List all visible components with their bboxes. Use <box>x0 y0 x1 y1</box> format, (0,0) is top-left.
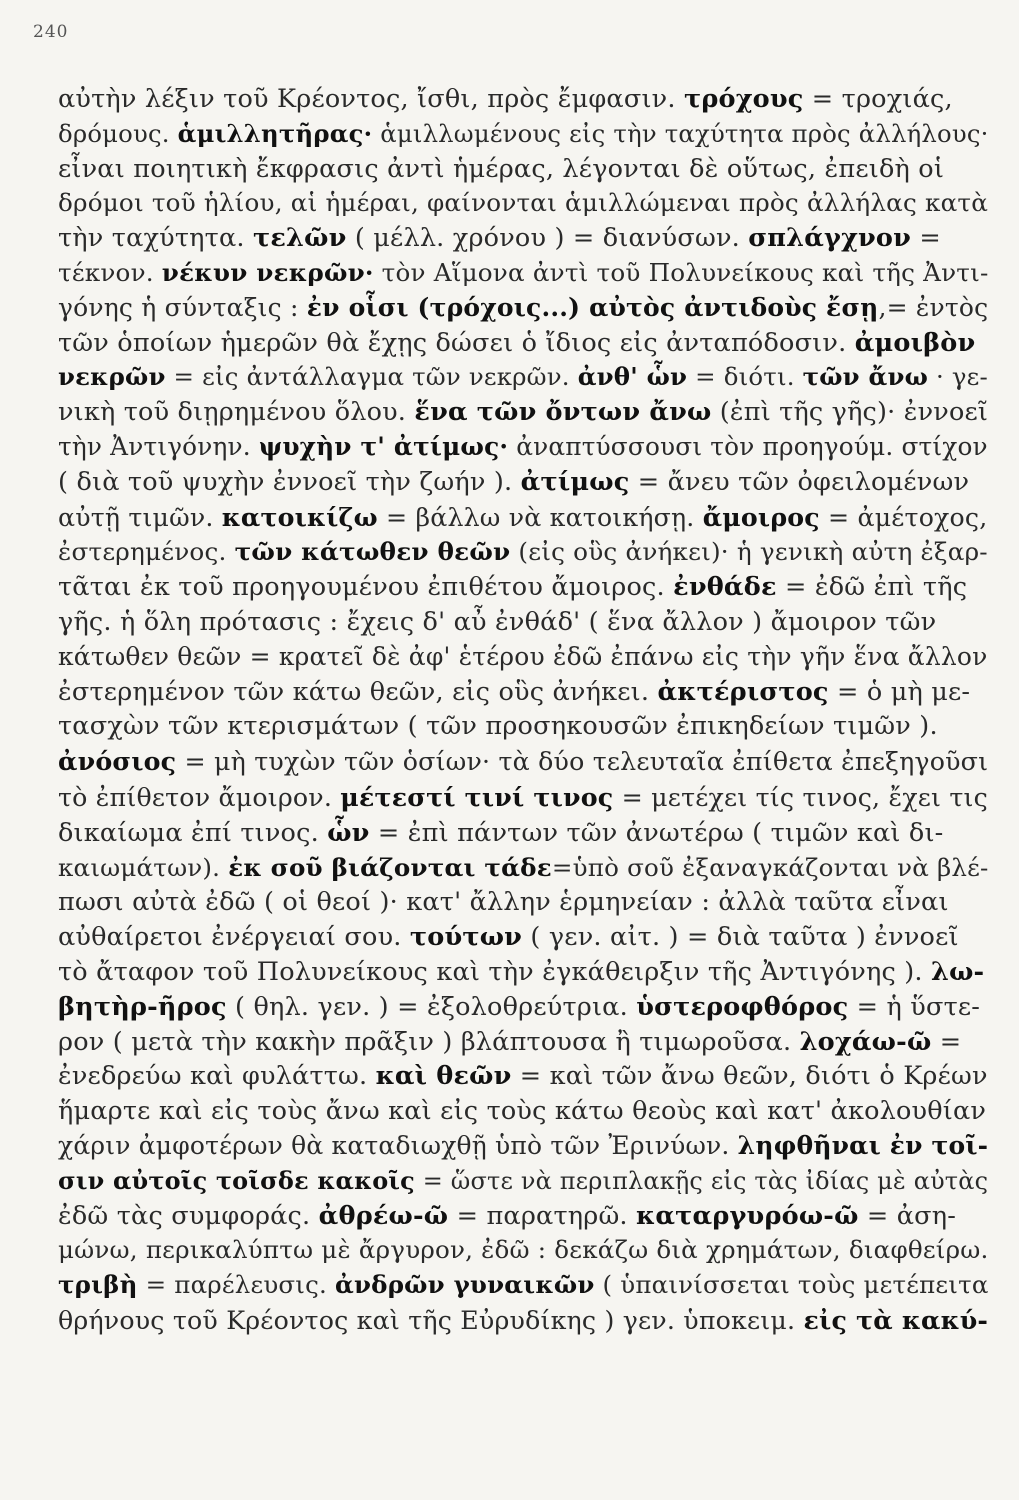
text-line <box>58 221 988 256</box>
text-line <box>58 1199 988 1234</box>
text-run: ρον ( μετὰ τὴν κακὴν πρᾶξιν ) βλάπτουσα ἢ τιμωροῦσα. <box>58 1026 800 1057</box>
text-run: ( διὰ τοῦ ψυχὴν ἐννοεῖ τὴν ζωήν ). <box>58 466 521 497</box>
headword: ἀνθ' ὧν <box>577 362 688 392</box>
text-run: τὸ ἐπίθετον ἄμοιρον. <box>58 782 341 812</box>
text-line <box>58 1094 988 1129</box>
text-run: χάριν ἀμφοτέρων θὰ καταδιωχθῇ ὑπὸ τῶν Ἐρινύων. <box>58 1130 738 1160</box>
text-run: ( μέλλ. χρόνου ) = διανύσων. <box>346 223 749 254</box>
text-line <box>58 395 988 430</box>
text-run: νικὴ τοῦ διῃρημένου ὅλου. <box>58 397 415 428</box>
headword: τελῶν <box>253 223 347 254</box>
headword: ἀκτέριστος <box>657 676 829 707</box>
text-line <box>58 780 988 816</box>
headword: βητὴρ-ῆρος <box>58 991 227 1022</box>
text-line <box>58 605 988 640</box>
text-run: τῶν ὁποίων ἡμερῶν θὰ ἔχῃς δώσει ὁ ἴδιος εἰς ἀνταπόδοσιν. <box>58 327 855 358</box>
text-run: τὴν Ἀντιγόνην. <box>58 431 259 461</box>
text-run: = ἐπὶ πάντων τῶν ἀνωτέρω ( τιμῶν καὶ δι- <box>369 817 944 848</box>
text-line <box>58 1268 988 1303</box>
text-run: δρόμους. <box>58 118 178 148</box>
headword: ἀνόσιος <box>58 746 177 777</box>
text-line <box>58 1233 988 1268</box>
text-run: = ἐδῶ ἐπὶ τῆς <box>776 572 968 603</box>
text-run: · γε- <box>928 362 988 392</box>
text-run: αὐτῇ τιμῶν. <box>58 502 222 532</box>
headword: τῶν ἄνω <box>802 362 928 392</box>
headword: ψυχὴν τ' ἀτίμως· <box>258 431 509 461</box>
text-run: = καὶ τῶν ἄνω θεῶν, διότι ὁ Κρέων <box>511 1061 988 1092</box>
headword: ἀνδρῶν γυναικῶν <box>334 1270 595 1300</box>
text-run: = ἀμέτοχος, <box>819 502 988 532</box>
text-run: εἶναι ποιητικὴ ἔκφρασις ἀντὶ ἡμέρας, λέγονται δὲ οὕτως, ἐπειδὴ οἱ <box>58 153 945 184</box>
headword: ἀθρέω-ῶ <box>318 1200 449 1231</box>
text-line <box>58 1129 988 1164</box>
text-run: = εἰς ἀντάλλαγμα τῶν νεκρῶν. <box>165 362 578 392</box>
text-run: = διότι. <box>687 362 803 392</box>
text-run: τέκνον. <box>58 257 162 287</box>
text-run: ἐδῶ τὰς συμφοράς. <box>58 1200 319 1231</box>
text-line <box>58 570 988 605</box>
text-run: ( γεν. αἰτ. ) = διὰ ταῦτα ) ἐννοεῖ <box>522 922 959 953</box>
text-run: = <box>931 1026 962 1057</box>
text-run: =ὑπὸ σοῦ ἐξαναγκάζονται νὰ βλέ- <box>551 852 989 882</box>
text-run: τᾶται ἐκ τοῦ προηγουμένου ἐπιθέτου ἄμοιρος. <box>58 572 674 603</box>
page-number: 240 <box>33 22 69 42</box>
text-line <box>58 1164 988 1199</box>
text-run: = τροχιάς, <box>803 84 953 114</box>
text-run: = μὴ τυχὼν τῶν ὁσίων· τὰ δύο τελευταῖα ἐπίθετα ἐπεξηγοῦσι <box>176 747 989 777</box>
text-run: = ἀση- <box>858 1200 957 1231</box>
text-run: κάτωθεν θεῶν = κρατεῖ δὲ ἀφ' ἑτέρου ἐδῶ ἐπάνω εἰς τὴν γῆν ἕνα ἄλλον <box>58 641 988 671</box>
headword: ἁμιλλητῆρας· <box>177 118 373 148</box>
text-run: = ὁ μὴ με- <box>828 676 971 707</box>
text-run: πωσι αὐτὰ ἐδῶ ( οἱ θεοί )· κατ' ἄλλην ἑρμηνείαν : ἀλλὰ ταῦτα εἶναι <box>58 887 949 918</box>
text-run: (ἐπὶ τῆς γῆς)· ἐννοεῖ <box>711 397 989 428</box>
text-line <box>58 535 988 570</box>
text-line <box>58 500 988 536</box>
headword: σπλάγχνον <box>748 223 912 254</box>
text-run: = ἄνευ τῶν ὀφειλομένων <box>629 466 970 497</box>
headword: σιν αὐτοῖς τοῖσδε κακοῖς <box>58 1166 415 1195</box>
text-line <box>58 82 988 117</box>
text-line <box>58 1303 988 1339</box>
text-run: ἀναπτύσσουσι τὸν προηγούμ. στίχον <box>508 431 988 461</box>
text-run: δικαίωμα ἐπί τινος. <box>58 817 328 848</box>
headword: ἕνα τῶν ὄντων ἄνω <box>414 397 712 428</box>
text-line <box>58 326 988 361</box>
text-run: = παρατηρῶ. <box>448 1200 637 1231</box>
text-run: ( θηλ. γεν. ) = ἐξολοθρεύτρια. <box>226 991 637 1022</box>
text-run: ἐστερημένον τῶν κάτω θεῶν, εἰς οὓς ἀνήκει. <box>58 676 658 707</box>
text-run: ἐστερημένος. <box>58 537 235 567</box>
text-line <box>58 851 988 886</box>
text-line <box>58 816 988 851</box>
text-line <box>58 152 988 187</box>
text-run: γῆς. ἡ ὅλη πρότασις : ἔχεις δ' αὖ ἐνθάδ' ( ἕνα ἄλλον ) ἄμοιρον τῶν <box>58 606 937 637</box>
headword: νέκυν νεκρῶν· <box>161 257 374 287</box>
text-line <box>58 885 988 920</box>
text-line <box>58 640 988 675</box>
text-line <box>58 186 988 221</box>
text-run: αὐτὴν λέξιν τοῦ Κρέοντος, ἴσθι, πρὸς ἔμφασιν. <box>58 84 684 114</box>
text-run: ( ὑπαινίσσεται τοὺς μετέπειτα <box>594 1270 989 1300</box>
text-run: = βάλλω νὰ κατοικήσῃ. <box>377 502 703 532</box>
headword: ἐκ σοῦ βιάζονται τάδε <box>228 852 552 882</box>
headword: κατοικίζω <box>221 501 378 532</box>
text-run: ,= ἐντὸς <box>878 292 989 322</box>
text-run: ἥμαρτε καὶ εἰς τοὺς ἄνω καὶ εἰς τοὺς κάτω θεοὺς καὶ κατ' ἀκολουθίαν <box>58 1096 987 1127</box>
headword: λοχάω-ῶ <box>799 1026 932 1057</box>
text-run: δρόμοι τοῦ ἡλίου, αἱ ἡμέραι, φαίνονται ἁμιλλώμεναι πρὸς ἀλλήλας κατὰ <box>58 188 989 218</box>
text-line <box>58 1059 988 1094</box>
text-run: μώνω, περικαλύπτω μὲ ἄργυρον, ἐδῶ : δεκάζω διὰ χρημάτων, διαφθείρω. <box>58 1235 989 1265</box>
text-line <box>58 360 988 395</box>
headword: καὶ θεῶν <box>375 1061 512 1092</box>
text-run: = <box>911 223 941 254</box>
headword: ἐνθάδε <box>673 572 777 603</box>
headword: ὑστεροφθόρος <box>636 991 849 1022</box>
text-run: τὸν Αἵμονα ἀντὶ τοῦ Πολυνείκους καὶ τῆς Ἀντι- <box>373 257 989 287</box>
text-line <box>58 990 988 1025</box>
text-line <box>58 430 988 465</box>
text-line <box>58 1025 988 1060</box>
text-run: ἁμιλλωμένους εἰς τὴν ταχύτητα πρὸς ἀλλήλους· <box>372 118 989 148</box>
text-run: ἐνεδρεύω καὶ φυλάττω. <box>58 1061 376 1092</box>
headword: ἐν οἷσι (τρόχοις...) αὐτὸς ἀντιδοὺς ἔσῃ <box>306 292 879 322</box>
headword: τῶν κάτωθεν θεῶν <box>234 537 511 567</box>
text-run: = μετέχει τίς τινος, ἔχει τις <box>613 782 988 812</box>
headword: ἄμοιρος <box>702 501 820 532</box>
headword: λω- <box>931 956 985 987</box>
headword: ἀμοιβὸν <box>854 327 976 358</box>
headword: τούτων <box>409 922 523 953</box>
text-line <box>58 465 988 500</box>
text-run: αὐθαίρετοι ἐνέργειαί σου. <box>58 922 410 953</box>
text-line <box>58 920 988 955</box>
headword: τρόχους <box>683 84 804 114</box>
text-run: τὴν ταχύτητα. <box>58 223 253 254</box>
headword: εἰς τὰ κακύ- <box>803 1304 989 1335</box>
text-run: = παρέλευσις. <box>137 1270 335 1300</box>
text-run: καιωμάτων). <box>58 852 229 882</box>
headword: μέτεστί τινί τινος <box>340 781 614 812</box>
headword: τριβὴ <box>58 1270 138 1300</box>
text-run: θρήνους τοῦ Κρέοντος καὶ τῆς Εὐρυδίκης ) γεν. ὑποκειμ. <box>58 1305 804 1335</box>
headword: καταργυρόω-ῶ <box>636 1200 859 1231</box>
text-line <box>58 117 988 152</box>
headword: ἀτίμως <box>520 466 630 497</box>
text-run: τασχὼν τῶν κτερισμάτων ( τῶν προσηκουσῶν ἐπικηδείων τιμῶν ). <box>58 711 938 742</box>
text-run: γόνης ἡ σύνταξις : <box>58 292 307 322</box>
headword: ὧν <box>327 817 370 848</box>
text-line <box>58 709 988 744</box>
text-run: (εἰς οὓς ἀνήκει)· ἡ γενικὴ αὐτη ἐξαρ- <box>510 537 988 567</box>
text-line <box>58 955 988 990</box>
text-line <box>58 256 988 291</box>
text-run: = ὥστε νὰ περιπλακῇς εἰς τὰς ἰδίας μὲ αὐτὰς <box>414 1166 989 1195</box>
body-text <box>58 82 988 1339</box>
headword: νεκρῶν <box>58 362 166 392</box>
text-line <box>58 744 988 780</box>
text-line <box>58 291 988 326</box>
text-line <box>58 675 988 710</box>
headword: ληφθῆναι ἐν τοῖ- <box>737 1130 989 1160</box>
text-run: = ἡ ὕστε- <box>848 991 981 1022</box>
text-run: τὸ ἄταφον τοῦ Πολυνείκους καὶ τὴν ἐγκάθειρξιν τῆς Ἀντιγόνης ). <box>58 956 931 987</box>
